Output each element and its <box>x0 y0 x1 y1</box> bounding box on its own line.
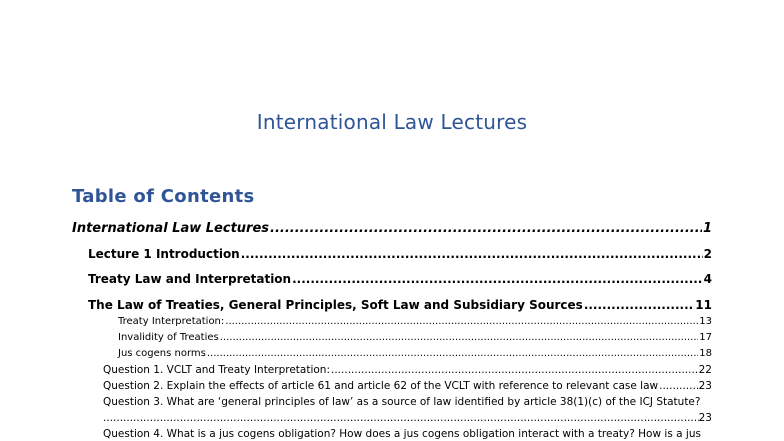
toc-entry-question-2[interactable] <box>103 380 712 392</box>
toc-leader-dots <box>292 272 703 286</box>
toc-entry-label: International Law Lectures <box>72 221 270 236</box>
toc-entry-question-1[interactable] <box>103 364 712 376</box>
toc-entry-label: Question 3. What are ‘general principles of law’ as a source of law identified by article 38(1)(c) of the ICJ Statute? <box>103 396 701 408</box>
toc-entry-page: 2 <box>703 247 712 261</box>
toc-leader-dots <box>331 364 698 376</box>
toc-entry-page: 1 <box>702 221 712 236</box>
toc-leader-dots <box>103 412 699 424</box>
toc-entry-invalidity[interactable] <box>118 332 712 343</box>
toc-entry-page: 23 <box>698 380 712 392</box>
toc-entry-label: Treaty Interpretation: <box>118 316 225 327</box>
toc-entry-page: 4 <box>703 272 712 286</box>
toc-entry-question-4[interactable] <box>103 428 712 440</box>
toc-heading: Table of Contents <box>72 186 255 207</box>
toc-leader-dots <box>207 348 698 359</box>
toc-entry-jus-cogens[interactable] <box>118 348 712 359</box>
toc-entry-label: Jus cogens norms <box>118 348 206 359</box>
document-title: International Law Lectures <box>256 110 528 134</box>
toc-leader-dots <box>220 332 699 343</box>
toc-entry-page: 11 <box>695 298 712 312</box>
toc-entry-international-law-lectures[interactable] <box>72 221 712 236</box>
toc-entry-law-of-treaties[interactable] <box>88 298 712 312</box>
toc-entry-treaty-interpretation[interactable] <box>118 316 712 327</box>
toc-entry-page: 22 <box>698 364 712 376</box>
toc-entry-page: 23 <box>698 412 712 424</box>
toc-leader-dots <box>270 221 702 236</box>
toc-leader-dots <box>225 316 698 327</box>
toc-leader-dots <box>584 298 694 312</box>
toc-leader-dots <box>241 247 703 261</box>
toc-entry-lecture-1[interactable] <box>88 247 712 261</box>
toc-entry-label: Question 1. VCLT and Treaty Interpretation: <box>103 364 330 376</box>
toc-entry-label: Question 4. What is a jus cogens obligation? How does a jus cogens obligation interact with a treaty? How is a jus <box>103 428 701 440</box>
toc-entry-label: Treaty Law and Interpretation <box>88 272 292 286</box>
toc-entry-label: Invalidity of Treaties <box>118 332 219 343</box>
toc-entry-page: 13 <box>699 316 712 327</box>
toc-entry-label: Question 2. Explain the effects of article 61 and article 62 of the VCLT with reference to relevant case law <box>103 380 659 392</box>
toc-leader-dots <box>659 380 698 392</box>
toc-entry-treaty-law[interactable] <box>88 272 712 286</box>
toc-entry-page: 17 <box>699 332 712 343</box>
toc-entry-question-3[interactable] <box>103 396 712 408</box>
toc-entry-label: Lecture 1 Introduction <box>88 247 240 261</box>
toc-entry-page: 18 <box>699 348 712 359</box>
toc-entry-label: The Law of Treaties, General Principles, Soft Law and Subsidiary Sources <box>88 298 583 312</box>
toc-entry-question-3-continuation[interactable] <box>103 412 712 424</box>
